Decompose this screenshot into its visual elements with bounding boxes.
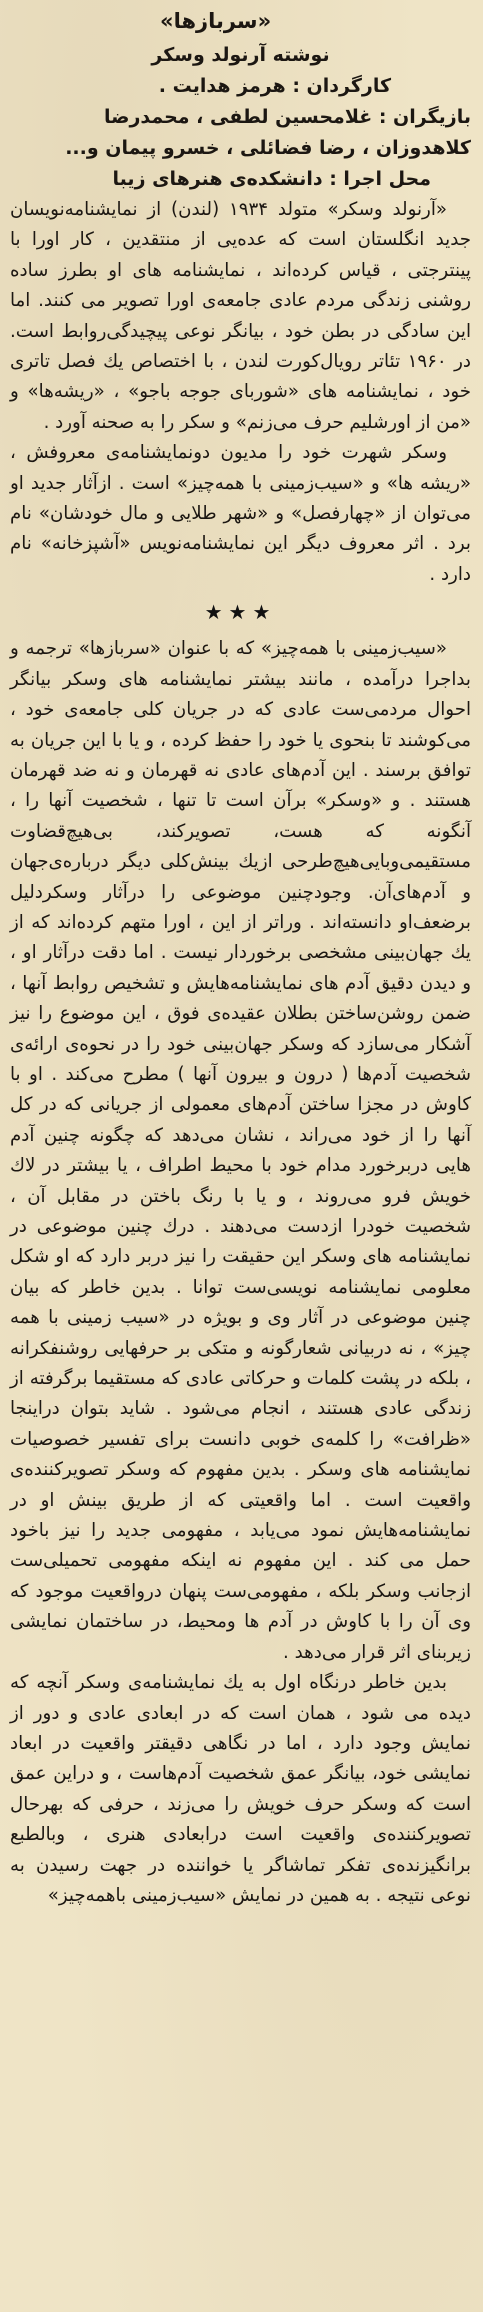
article-body-part1	[10, 195, 471, 590]
credit-cast-continued: کلاهدوزان ، رضا فضائلی ، خسرو پیمان و...	[65, 137, 471, 159]
article-paragraph: وسکر شهرت خود را مدیون دونمایشنامه‌ی معروفش ، «ریشه ها» و «سیب‌زمینی با همه‌چیز» است . ازآثار جدید او می‌توان از «چهارفصل» و «شهر طلایی و مال خودشان» نام برد . اثر معروف دیگر این نمایشنامه‌نویس «آشپزخانه» نام دارد .	[10, 442, 471, 585]
credit-author: نوشته آرنولد وسکر	[151, 44, 330, 66]
article-paragraph: «سیب‌زمینی با همه‌چیز» که با عنوان «سربازها» ترجمه و بداجرا درآمده ، مانند بیشتر نمایشنامه های وسکر بیانگر احوال مردمی‌ست عادی که در جریان کلی جامعه‌ی خود ، می‌کوشند تا بنحوی یا خود را حفظ کرده ، و یا با این جریان به توافق برسند . این آدم‌های عادی نه قهرمان و نه ضد قهرمان هستند . و «وسکر» برآن است تا تنها ، شخصیت آنها را ، آنگونه که هست، تصویرکند، بی‌هیچ‌قضاوت مستقیمی‌وبایی‌هیچ‌طرحی ازیك بینش‌کلی دیگر درباره‌ی‌جهان و آدم‌های‌آن. وجودچنین موضوعی را درآثار وسکردلیل برضعف‌او دانسته‌اند . وراتر از این ، اورا متهم کرده‌اند که از یك جهان‌بینی مشخصی برخوردار نیست . اما دقت درآثار او ، و دیدن دقیق آدم های نمایشنامه‌هایش و تشخیص روابط آنها ، ضمن روشن‌ساختن بطلان عقیده‌ی فوق ، این موضوع را نیز آشکار می‌سازد که وسکر جهان‌بینی خود را در نحوه‌ی ارائه‌ی شخصیت آدم‌ها ( درون و بیرون آنها ) مطرح می‌کند . او با کاوش در مجزا ساختن آدم‌های معمولی از جریانی که در کل آنها را از خود می‌راند ، نشان می‌دهد که چگونه چنین آدم هایی دربرخورد مدام خود با محیط اطراف ، یا بیشتر در لاك خویش فرو می‌روند ، و یا با رنگ باختن در مقابل آن ، شخصیت خودرا ازدست می‌دهند . درك چنین موضوعی در نمایشنامه های وسکر این حقیقت را نیز دربر دارد که او شکل معلومی نمایشنامه نویسی‌ست توانا . بدین خاطر که بیان چنین موضوعی در آثار وی و بویژه در «سیب زمینی با همه چیز» ، نه دربیانی شعارگونه و متکی بر حرفهایی روشنفکرانه ، بلکه در پشت کلمات و حرکاتی عادی که مستقیما برگرفته از زندگی عادی هستند ، انجام می‌شود . شاید بتوان دراینجا «ظرافت» را کلمه‌ی خوبی دانست برای تفسیر خصوصیات نمایشنامه های وسکر . بدین مفهوم که وسکر تصویرکننده‌ی واقعیت است . اما واقعیتی که از طریق بینش او در نمایشنامه‌هایش نمود می‌یابد ، مفهومی جدید را نیز باخود حمل می کند . این مفهوم نه اینکه مفهومی تحمیلی‌ست ازجانب وسکر بلکه ، مفهومی‌ست پنهان درواقعیت موجود که وی آن را با کاوش در آدم ها ومحیط، در ساختمان نمایشی زیربنای اثر قرار می‌دهد .	[10, 638, 471, 1663]
credit-cast: بازیگران : غلامحسین لطفی ، محمدرضا	[103, 106, 471, 128]
article-paragraph: «آرنولد وسکر» متولد ۱۹۳۴ (لندن) از نمایشنامه‌نویسان جدید انگلستان است که عده‌یی از منتقدین ، کار اورا با پینترجتی ، قیاس کرده‌اند ، نمایشنامه های او بطرز ساده روشنی زندگی مردم عادی جامعه‌ی اورا تصویر می کنند. اما این سادگی در بطن خود ، بیانگر نوعی پیچیدگی‌روابط است. در ۱۹۶۰ تئاتر رویال‌کورت لندن ، با اختصاص یك فصل تاتری خود ، نمایشنامه های «شوربای جوجه باجو» ، «ریشه‌ها» و «من از اورشلیم حرف می‌زنم» و سکر را به صحنه آورد .	[10, 199, 471, 433]
credit-director: کارگردان : هرمز هدایت .	[158, 75, 391, 97]
star-divider-icon: ★★★	[204, 600, 277, 625]
article-title: «سربازها»	[160, 9, 272, 33]
section-divider	[10, 590, 471, 634]
credits-block	[10, 40, 471, 195]
credit-venue: محل اجرا : دانشکده‌ی هنرهای زیبا	[112, 168, 431, 190]
article-body-part2	[10, 634, 471, 1911]
article-paragraph: بدین خاطر درنگاه اول به یك نمایشنامه‌ی وسکر آنچه که دیده می شود ، همان است که در ابعادی عادی و دور از نمایش وجود دارد ، اما در نگاهی دقیقتر واقعیت در ابعاد نمایشی خود، بیانگر عمق شخصیت آدم‌هاست ، و دراین عمق است که وسکر حرف خویش را می‌زند ، حرفی که بهرحال تصویرکننده‌ی واقعیت است درابعادی هنری ، وبالطبع برانگیزنده‌ی تفکر تماشاگر یا خواننده در جهت رسیدن به نوعی نتیجه . به همین در نمایش «سیب‌زمینی باهمه‌چیز»	[10, 1672, 471, 1906]
